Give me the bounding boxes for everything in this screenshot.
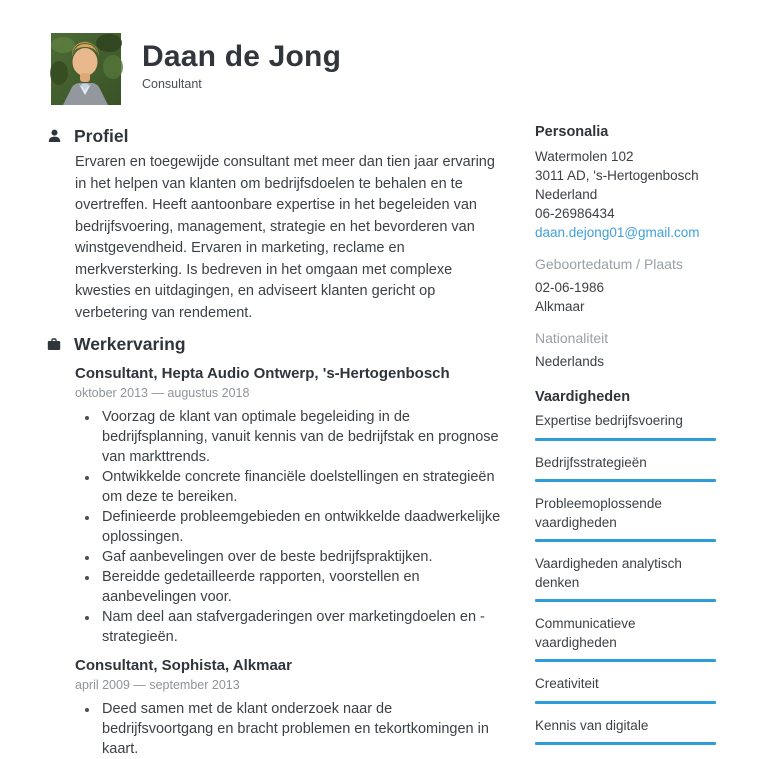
job-entry xyxy=(47,364,507,647)
skill-label: Vaardigheden analytisch denken xyxy=(535,556,682,590)
skill-label: Probleemoplossende vaardigheden xyxy=(535,496,662,530)
header-text xyxy=(142,33,341,91)
skill-item xyxy=(535,675,716,704)
personalia-heading: Personalia xyxy=(535,124,609,140)
skill-item xyxy=(535,412,716,441)
skill-item xyxy=(535,495,716,542)
skill-item xyxy=(535,454,716,483)
birth-heading: Geboortedatum / Plaats xyxy=(535,256,683,272)
job-duties-list xyxy=(47,407,507,647)
briefcase-icon xyxy=(47,338,61,351)
job-period: oktober 2013 — augustus 2018 xyxy=(75,386,250,400)
job-entry xyxy=(47,656,507,759)
skill-level-bar xyxy=(535,438,716,441)
skill-level-bar xyxy=(535,599,716,602)
skill-level-bar xyxy=(535,479,716,482)
experience-section-header xyxy=(47,333,507,355)
skill-item xyxy=(535,615,716,662)
skill-level-bar xyxy=(535,701,716,704)
birth-place: Alkmaar xyxy=(535,299,585,314)
profile-section-header xyxy=(47,125,507,147)
job-duty: • Nam deel aan stafvergaderingen over marketingdoelen en -strategieën. xyxy=(99,607,507,647)
job-duties-list xyxy=(47,699,507,759)
profile-summary: Ervaren en toegewijde consultant met meer dan tien jaar ervaring in het helpen van klanten om bedrijfsdoelen te behalen en te overtreffen. Heeft aantoonbare expertise in het begeleiden van bedrijfsvoering, management, strategie en het bevorderen van winstgevendheid. Ervaren in marketing, reclame en merkversterking. Is bedreven in het omgaan met complexe kwesties en uitdagingen, en adviseert klanten gericht op verbetering van rendement. xyxy=(75,154,495,321)
profile-photo xyxy=(51,33,121,105)
skill-item xyxy=(535,717,716,746)
skill-label: Kennis van digitale xyxy=(535,717,649,733)
address-line2: 3011 AD, 's-Hertogenbosch xyxy=(535,168,699,183)
job-duty: • Definieerde probleemgebieden en ontwikkelde daadwerkelijke oplossingen. xyxy=(99,507,507,547)
phone-number: 06-26986434 xyxy=(535,206,615,221)
country: Nederland xyxy=(535,187,598,202)
nationality-heading: Nationaliteit xyxy=(535,330,609,346)
address-line1: Watermolen 102 xyxy=(535,149,634,164)
job-period: april 2009 — september 2013 xyxy=(75,678,240,692)
sidebar-column xyxy=(535,123,716,758)
skill-label: Creativiteit xyxy=(535,676,599,691)
nationality-value: Nederlands xyxy=(535,354,605,369)
skills-heading: Vaardigheden xyxy=(535,389,631,405)
profile-section-title: Profiel xyxy=(74,126,129,146)
candidate-name: Daan de Jong xyxy=(142,40,342,73)
skill-level-bar xyxy=(535,539,716,542)
skill-label: Bedrijfsstrategieën xyxy=(535,454,647,470)
birth-date: 02-06-1986 xyxy=(535,280,605,295)
job-duty: • Voorzag de klant van optimale begeleiding in de bedrijfsplanning, vanuit kennis van de bedrijfstak en prognose van markttrends. xyxy=(99,407,507,467)
job-duty: • Deed samen met de klant onderzoek naar de bedrijfsvoortgang en bracht problemen en tekortkomingen in kaart. xyxy=(99,699,507,759)
job-title: Consultant, Hepta Audio Ontwerp, 's-Hertogenbosch xyxy=(75,365,450,382)
skill-level-bar xyxy=(535,742,716,745)
job-duty: • Bereidde gedetailleerde rapporten, voorstellen en aanbevelingen voor. xyxy=(99,567,507,607)
skill-label: Communicatieve vaardigheden xyxy=(535,616,636,650)
job-duty: • Ontwikkelde concrete financiële doelstellingen en strategieën om deze te bereiken. xyxy=(99,467,507,507)
skill-level-bar xyxy=(535,659,716,662)
candidate-title: Consultant xyxy=(142,77,202,91)
experience-section-title: Werkervaring xyxy=(74,334,186,354)
skill-item xyxy=(535,555,716,602)
job-title: Consultant, Sophista, Alkmaar xyxy=(75,657,292,674)
skill-label: Expertise bedrijfsvoering xyxy=(535,413,683,428)
main-column xyxy=(47,125,507,759)
profile-photo-image xyxy=(51,33,121,105)
user-icon xyxy=(47,129,61,143)
job-duty: • Gaf aanbevelingen over de beste bedrijfspraktijken. xyxy=(99,547,507,567)
resume-header xyxy=(51,33,341,105)
email-link[interactable]: daan.dejong01@gmail.com xyxy=(535,225,700,240)
